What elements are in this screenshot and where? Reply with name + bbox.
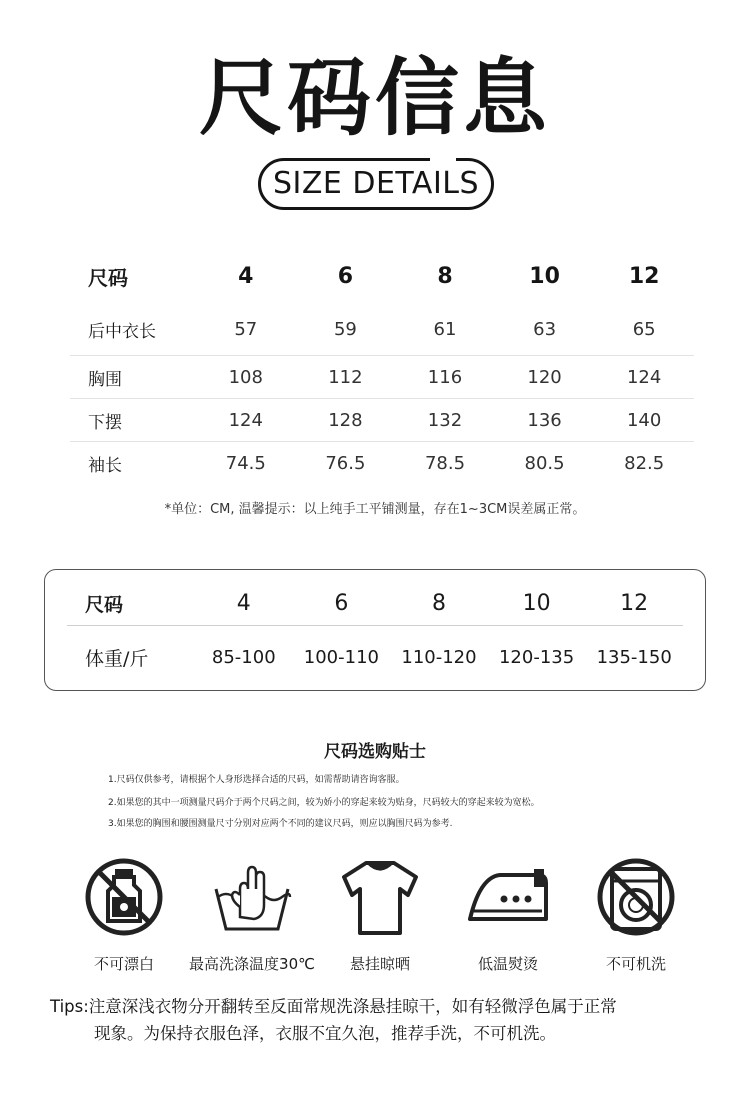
table-cell: 112 — [328, 366, 363, 388]
care-label: 不可漂白 — [93, 955, 154, 973]
size-header-label: 尺码 — [88, 265, 128, 290]
tips-title: 尺码选购贴士 — [324, 742, 426, 762]
bottom-tips-line: Tips:注意深浅衣物分开翻转至反面常规洗涤悬挂晾干，如有轻微浮色属于正常 — [50, 997, 617, 1016]
no-bleach-icon — [82, 855, 166, 939]
size-header-cell: 12 — [620, 591, 649, 616]
table-cell: 135-150 — [596, 646, 672, 668]
table-cell: 59 — [333, 319, 357, 340]
row-label: 后中衣长 — [88, 322, 156, 342]
table-cell: 128 — [328, 409, 363, 431]
size-header-cell: 8 — [431, 591, 446, 616]
table-cell: 57 — [234, 319, 258, 340]
size-header-cell: 6 — [334, 591, 349, 616]
table-cell: 78.5 — [424, 453, 466, 474]
tip-item: 3.如果您的胸围和腰围测量尺寸分别对应两个不同的建议尺码，则应以胸围尺码为参考. — [108, 819, 453, 829]
table-cell: 124 — [626, 366, 662, 388]
table-cell: 116 — [427, 366, 463, 388]
table-cell: 100-110 — [303, 646, 379, 668]
table-cell: 108 — [228, 366, 263, 388]
row-label: 下摆 — [88, 412, 122, 433]
table-row — [67, 634, 683, 680]
care-item — [444, 855, 572, 985]
weight-header-label: 尺码 — [85, 594, 124, 616]
badge-gap-decoration — [430, 154, 456, 162]
bottom-tips-line: 现象。为保持衣服色泽，衣服不宜久泡，推荐手洗，不可机洗。 — [94, 1024, 556, 1043]
care-item — [60, 855, 188, 985]
size-table — [70, 248, 694, 485]
table-cell: 124 — [228, 409, 263, 431]
measurement-note: *单位：CM, 温馨提示：以上纯手工平铺测量，存在1~3CM误差属正常。 — [164, 502, 586, 517]
table-row — [70, 399, 694, 442]
table-row — [70, 356, 694, 399]
care-item — [188, 855, 316, 985]
care-item — [316, 855, 444, 985]
table-cell: 132 — [427, 409, 463, 431]
size-header-cell: 12 — [628, 263, 660, 289]
table-cell: 74.5 — [225, 453, 266, 474]
size-header-cell: 6 — [337, 263, 354, 289]
table-cell: 61 — [433, 319, 457, 340]
table-row — [70, 442, 694, 485]
row-label: 胸围 — [88, 369, 122, 390]
table-cell: 63 — [533, 319, 557, 340]
care-label: 最高洗涤温度30℃ — [189, 955, 315, 973]
size-details-badge: SIZE DETAILS — [258, 158, 494, 210]
size-header-cell: 10 — [522, 591, 551, 616]
size-table-header — [70, 248, 694, 304]
table-cell: 82.5 — [624, 453, 665, 474]
bottom-tips — [50, 993, 710, 1047]
care-label: 悬挂晾晒 — [349, 955, 410, 973]
low-iron-icon — [466, 855, 550, 939]
page-title: 尺码信息 — [198, 49, 551, 147]
wash-30-icon — [210, 855, 294, 939]
size-header-cell: 4 — [236, 591, 251, 616]
weight-table — [44, 569, 706, 691]
row-label: 袖长 — [88, 456, 122, 476]
row-label: 体重/斤 — [85, 647, 149, 670]
care-label: 低温熨烫 — [477, 955, 538, 973]
no-machine-wash-icon — [594, 855, 678, 939]
table-cell: 80.5 — [524, 453, 565, 474]
table-cell: 110-120 — [401, 646, 477, 668]
table-cell: 120 — [527, 366, 562, 388]
care-label: 不可机洗 — [605, 955, 666, 973]
table-cell: 65 — [632, 319, 656, 340]
size-header-cell: 8 — [437, 263, 453, 289]
tip-item: 1.尺码仅供参考，请根据个人身形选择合适的尺码，如需帮助请咨询客服。 — [108, 775, 405, 785]
table-cell: 76.5 — [325, 453, 366, 474]
table-cell: 120-135 — [498, 646, 575, 668]
size-header-cell: 4 — [238, 263, 254, 289]
weight-table-header — [67, 582, 683, 626]
care-instructions — [60, 855, 700, 985]
table-cell: 140 — [626, 409, 662, 431]
table-cell: 85-100 — [211, 646, 276, 668]
hang-dry-icon — [338, 855, 422, 939]
tip-item: 2.如果您的其中一项测量尺码介于两个尺码之间，较为娇小的穿起来较为贴身，尺码较大的穿起来较为宽松。 — [108, 798, 540, 808]
table-cell: 136 — [527, 409, 562, 431]
size-header-cell: 10 — [529, 263, 560, 289]
care-item — [572, 855, 700, 985]
table-row — [70, 304, 694, 356]
